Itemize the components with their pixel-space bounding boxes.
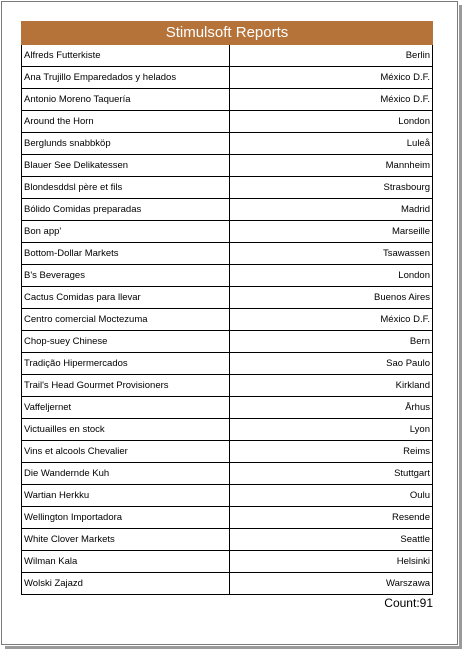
city-cell: Århus [405, 402, 430, 413]
customer-name-cell: Vaffeljernet [22, 397, 230, 418]
customer-name-cell: Antonio Moreno Taquería [22, 89, 230, 110]
city-cell: Oulu [409, 490, 430, 501]
city-cell: Seattle [400, 534, 430, 545]
city-cell: Reims [403, 446, 430, 457]
customer-name-cell: Victuailles en stock [22, 419, 230, 440]
table-row [22, 154, 432, 176]
table-row [22, 45, 432, 66]
table-row [22, 176, 432, 198]
table-row [22, 462, 432, 484]
report-title: Stimulsoft Reports [21, 21, 433, 45]
table-row [22, 352, 432, 374]
table-row [22, 286, 432, 308]
customer-name-cell: Bólido Comidas preparadas [22, 199, 230, 220]
city-cell: Resende [391, 512, 430, 523]
customer-name-cell: White Clover Markets [22, 529, 230, 550]
city-cell: Sao Paulo [386, 358, 430, 369]
table-row [22, 132, 432, 154]
customer-name-cell: Wellington Importadora [22, 507, 230, 528]
city-cell: Kirkland [395, 380, 430, 391]
city-cell: Marseille [391, 226, 430, 237]
table-row [22, 418, 432, 440]
customer-name-cell: Chop-suey Chinese [22, 331, 230, 352]
page-shadow-right [459, 5, 462, 648]
city-cell: Berlin [405, 50, 430, 61]
city-cell: London [398, 116, 430, 127]
table-row [22, 506, 432, 528]
city-cell: Stuttgart [394, 468, 430, 479]
customers-table [21, 45, 433, 595]
table-row [22, 66, 432, 88]
customer-name-cell: Wilman Kala [22, 551, 230, 572]
customer-name-cell: Cactus Comidas para llevar [22, 287, 230, 308]
city-cell: México D.F. [380, 72, 430, 83]
table-row [22, 440, 432, 462]
table-row [22, 198, 432, 220]
table-row [22, 264, 432, 286]
table-row [22, 242, 432, 264]
customer-name-cell: Vins et alcools Chevalier [22, 441, 230, 462]
customer-name-cell: Trail's Head Gourmet Provisioners [22, 375, 230, 396]
customer-name-cell: Blauer See Delikatessen [22, 155, 230, 176]
customer-name-cell: Bon app' [22, 221, 230, 242]
customer-name-cell: Tradição Hipermercados [22, 353, 230, 374]
table-row [22, 550, 432, 572]
customer-name-cell: Wartian Herkku [22, 485, 230, 506]
customer-name-cell: Bottom-Dollar Markets [22, 243, 230, 264]
city-cell: Madrid [400, 204, 430, 215]
city-cell: Helsinki [396, 556, 430, 567]
table-row [22, 220, 432, 242]
customer-name-cell: Die Wandernde Kuh [22, 463, 230, 484]
customer-name-cell: Alfreds Futterkiste [22, 45, 230, 66]
table-row [22, 396, 432, 418]
customer-name-cell: Wolski Zajazd [22, 573, 230, 594]
page-shadow-bottom [5, 646, 462, 649]
city-cell: London [398, 270, 430, 281]
table-row [22, 374, 432, 396]
city-cell: Tsawassen [383, 248, 430, 259]
city-cell: Bern [409, 336, 430, 347]
city-cell: Lyon [409, 424, 430, 435]
count-label: Count:91 [384, 596, 433, 610]
customer-name-cell: B's Beverages [22, 265, 230, 286]
city-cell: Warszawa [386, 578, 430, 589]
table-row [22, 88, 432, 110]
customer-name-cell: Centro comercial Moctezuma [22, 309, 230, 330]
city-cell: Mannheim [385, 160, 430, 171]
table-row [22, 484, 432, 506]
city-cell: Strasbourg [383, 182, 430, 193]
city-cell: México D.F. [380, 94, 430, 105]
customer-name-cell: Blondesddsl père et fils [22, 177, 230, 198]
customer-name-cell: Around the Horn [22, 111, 230, 132]
customer-name-cell: Berglunds snabbköp [22, 133, 230, 154]
table-row [22, 110, 432, 132]
table-row [22, 308, 432, 330]
table-row [22, 330, 432, 352]
table-row [22, 572, 432, 594]
city-cell: Buenos Aires [374, 292, 430, 303]
table-row [22, 528, 432, 550]
city-cell: Luleå [406, 138, 430, 149]
city-cell: México D.F. [380, 314, 430, 325]
customer-name-cell: Ana Trujillo Emparedados y helados [22, 67, 230, 88]
